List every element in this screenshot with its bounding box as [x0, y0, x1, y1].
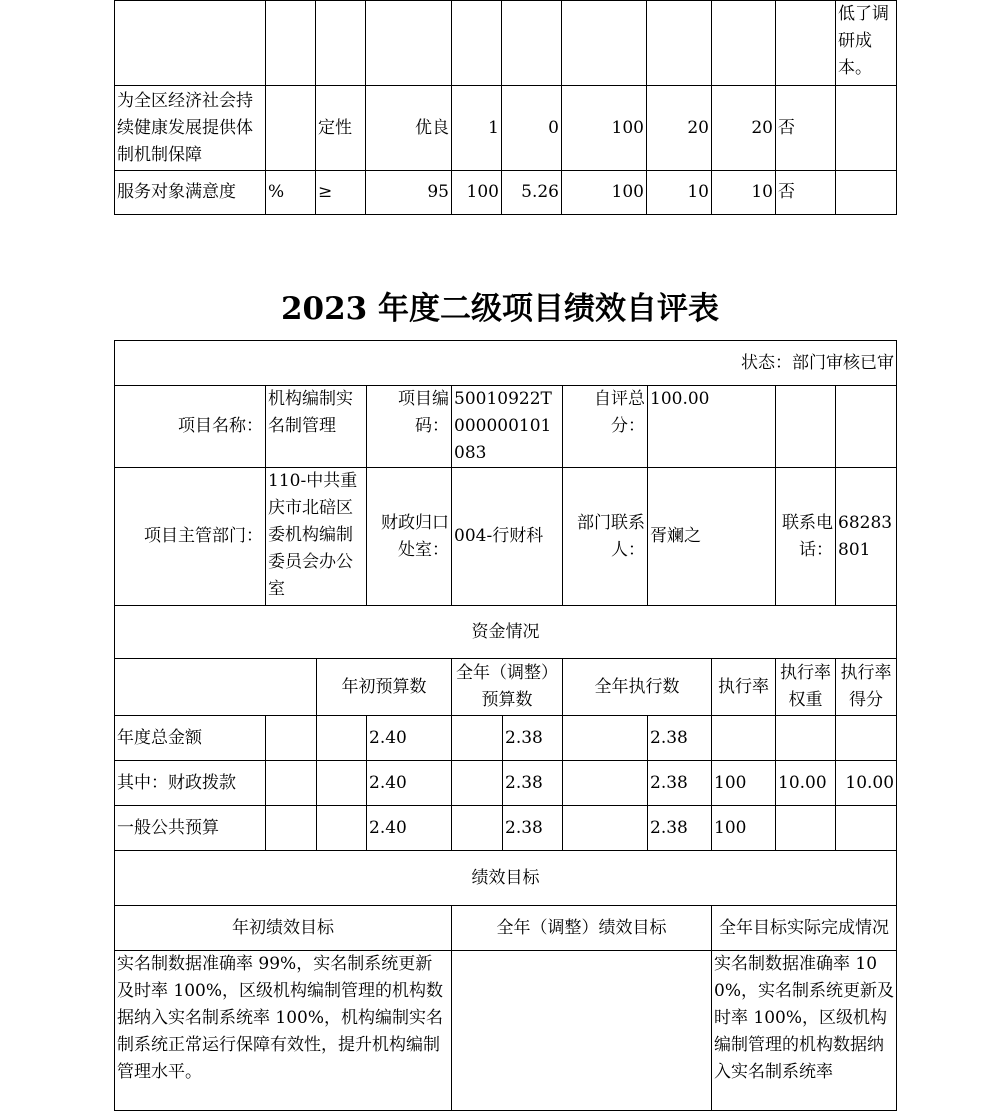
fund-executed: 2.38 — [648, 716, 712, 761]
cell-empty — [776, 1, 836, 86]
cell-empty — [452, 761, 503, 806]
indicator-weight: 10 — [647, 171, 712, 215]
col-initial-budget: 年初预算数 — [317, 659, 452, 716]
fund-initial: 2.40 — [367, 806, 452, 851]
col-executed: 全年执行数 — [563, 659, 712, 716]
cell-empty — [316, 1, 366, 86]
indicator-target: 95 — [366, 171, 452, 215]
project-code-label: 项目编码： — [367, 386, 452, 468]
fund-row-label: 一般公共预算 — [115, 806, 266, 851]
page-title: 2023 年度二级项目绩效自评表 — [280, 291, 720, 327]
table-row — [115, 806, 897, 851]
fund-initial: 2.40 — [367, 716, 452, 761]
contact-value: 胥斓之 — [648, 468, 776, 606]
indicator-name: 为全区经济社会持续健康发展提供体制机制保障 — [115, 86, 266, 171]
phone-value: 68283801 — [836, 468, 897, 606]
indicator-reason — [836, 171, 897, 215]
initial-goals-text: 实名制数据准确率 99%，实名制系统更新及时率 100%，区级机构编制管理的机构数据纳入实名制系统率 100%，机构编制实名制系统正常运行保障有效性，提升机构编制管理水平。 — [115, 951, 452, 1111]
indicator-deviation: 0 — [502, 86, 562, 171]
indicator-name: 服务对象满意度 — [115, 171, 266, 215]
self-score-value: 100.00 — [648, 386, 776, 468]
col-adjusted-budget: 全年（调整）预算数 — [452, 659, 563, 716]
adjusted-goals-text — [452, 951, 712, 1111]
cell-empty — [115, 659, 317, 716]
cell-empty — [317, 806, 367, 851]
fund-executed: 2.38 — [648, 761, 712, 806]
fund-rate: 100 — [712, 761, 776, 806]
deviation-reason-note: 低了调研成本。 — [836, 1, 897, 86]
indicator-score-rate: 100 — [562, 86, 647, 171]
fund-rate — [712, 716, 776, 761]
cell-empty — [452, 1, 502, 86]
indicator-unit — [266, 86, 316, 171]
table-row — [115, 86, 897, 171]
status-badge: 状态：部门审核已审 — [115, 341, 897, 386]
col-execution-rate: 执行率 — [712, 659, 776, 716]
project-code-value: 50010922T000000101083 — [452, 386, 563, 468]
indicator-target: 优良 — [366, 86, 452, 171]
project-name-label: 项目名称： — [115, 386, 266, 468]
finance-office-value: 004-行财科 — [452, 468, 563, 606]
indicator-offset: 否 — [776, 171, 836, 215]
cell-empty — [836, 386, 897, 468]
cell-empty — [452, 716, 503, 761]
contact-label: 部门联系人： — [563, 468, 648, 606]
fund-rate: 100 — [712, 806, 776, 851]
cell-empty — [502, 1, 562, 86]
cell-empty — [563, 716, 648, 761]
fund-adjusted: 2.38 — [503, 806, 563, 851]
indicator-weight: 20 — [647, 86, 712, 171]
fund-weight — [776, 716, 836, 761]
col-actual-completion: 全年目标实际完成情况 — [712, 906, 897, 951]
indicator-offset: 否 — [776, 86, 836, 171]
goals-section-header: 绩效目标 — [115, 851, 897, 906]
finance-office-label: 财政归口处室： — [367, 468, 452, 606]
fund-adjusted: 2.38 — [503, 761, 563, 806]
cell-empty — [317, 761, 367, 806]
cell-empty — [266, 761, 317, 806]
table-row — [115, 171, 897, 215]
cell-empty — [115, 1, 266, 86]
project-evaluation-table — [114, 340, 897, 1111]
fund-row-label: 年度总金额 — [115, 716, 266, 761]
fund-row-label: 其中：财政拨款 — [115, 761, 266, 806]
indicator-score: 20 — [712, 86, 776, 171]
funds-section-header: 资金情况 — [115, 606, 897, 659]
cell-empty — [712, 1, 776, 86]
indicator-symbol: ≥ — [316, 171, 366, 215]
dept-value: 110-中共重庆市北碚区委机构编制委员会办公室 — [266, 468, 367, 606]
dept-label: 项目主管部门： — [115, 468, 266, 606]
col-adjusted-goals: 全年（调整）绩效目标 — [452, 906, 712, 951]
self-score-label: 自评总分： — [563, 386, 648, 468]
fund-adjusted: 2.38 — [503, 716, 563, 761]
indicator-actual: 1 — [452, 86, 502, 171]
fund-score: 10.00 — [836, 761, 897, 806]
actual-completion-text: 实名制数据准确率 100%，实名制系统更新及时率 100%，区级机构编制管理的机构数据纳入实名制系统率 — [712, 951, 897, 1111]
cell-empty — [647, 1, 712, 86]
indicator-actual: 100 — [452, 171, 502, 215]
cell-empty — [563, 761, 648, 806]
cell-empty — [317, 716, 367, 761]
cell-empty — [562, 1, 647, 86]
cell-empty — [266, 716, 317, 761]
project-name-value: 机构编制实名制管理 — [266, 386, 367, 468]
fund-weight — [776, 806, 836, 851]
indicator-score: 10 — [712, 171, 776, 215]
cell-empty — [266, 806, 317, 851]
fund-score — [836, 716, 897, 761]
cell-empty — [366, 1, 452, 86]
col-rate-weight: 执行率权重 — [776, 659, 836, 716]
table-row — [115, 761, 897, 806]
cell-empty — [776, 386, 836, 468]
indicator-deviation: 5.26 — [502, 171, 562, 215]
cell-empty — [452, 806, 503, 851]
fund-score — [836, 806, 897, 851]
fund-weight: 10.00 — [776, 761, 836, 806]
cell-empty — [266, 1, 316, 86]
fund-initial: 2.40 — [367, 761, 452, 806]
indicator-unit: % — [266, 171, 316, 215]
col-initial-goals: 年初绩效目标 — [115, 906, 452, 951]
fund-executed: 2.38 — [648, 806, 712, 851]
indicator-score-rate: 100 — [562, 171, 647, 215]
indicator-reason — [836, 86, 897, 171]
indicator-table-continued — [114, 0, 897, 215]
table-row — [115, 716, 897, 761]
indicator-symbol: 定性 — [316, 86, 366, 171]
phone-label: 联系电话： — [776, 468, 836, 606]
cell-empty — [563, 806, 648, 851]
col-rate-score: 执行率得分 — [836, 659, 897, 716]
